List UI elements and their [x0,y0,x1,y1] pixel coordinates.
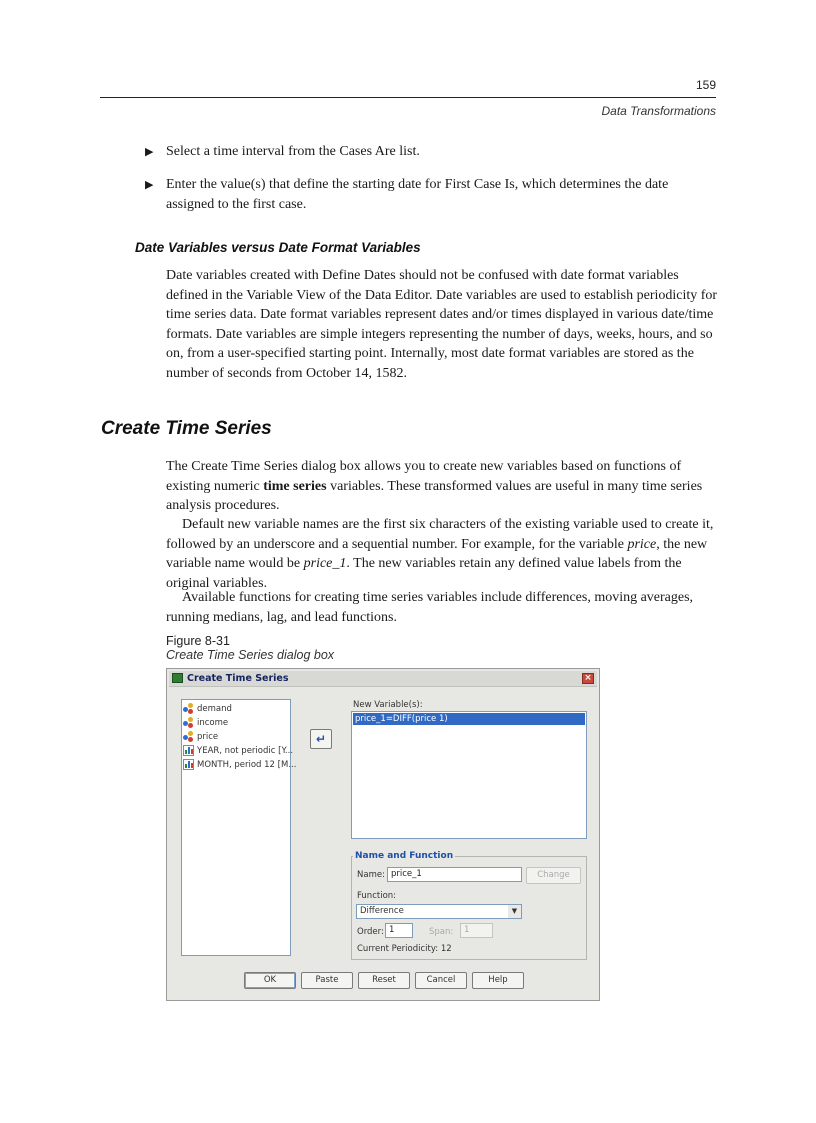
bullet-item [145,175,717,215]
function-label: Function: [357,891,397,901]
bullet-text: Enter the value(s) that define the starting date for First Case Is, which determines the date assigned to the first case. [166,177,669,212]
move-variable-button[interactable]: ↵ [310,729,332,749]
section-heading: Create Time Series [101,418,272,439]
figure-label: Figure 8-31 [166,634,230,648]
emphasis-time-series: time series [263,478,327,494]
function-selected-value: Difference [360,906,404,916]
name-label: Name: [357,870,385,880]
group-title: Name and Function [355,851,454,861]
date-variable-icon [183,759,194,770]
italic-price-1: price_1 [303,556,347,571]
variable-item-price[interactable]: price [183,731,218,744]
ok-button[interactable]: OK [244,972,296,989]
span-input[interactable]: 1 [460,923,493,938]
bullet-text: Select a time interval from the Cases Are list. [166,144,420,159]
name-input[interactable]: price_1 [387,867,522,882]
cancel-button[interactable]: Cancel [415,972,467,989]
scale-variable-icon [183,717,194,728]
paragraph-date-variables: Date variables created with Define Dates should not be confused with date format variables defined in the Variable View of the Data Editor. Date variables are used to establish periodicity for time series data. Date format variables represent dates and/or times displayed in various date/time formats. Date variables are simple integers representing the number of days, weeks, hours, and so on, from a user-specified starting point. Internally, most date format variables are stored as the number of seconds from October 14, 1582. [166,268,718,381]
change-button[interactable]: Change [526,867,581,884]
variable-item-demand[interactable]: demand [183,703,232,716]
chevron-down-icon[interactable]: ▼ [508,905,521,918]
reset-button[interactable]: Reset [358,972,410,989]
date-variable-icon [183,745,194,756]
paragraph-create-ts-intro: The Create Time Series dialog box allows you to create new variables based on functions of existing numeric time series variables. These transformed values are useful in many time series analysis procedures. [166,459,703,513]
help-button[interactable]: Help [472,972,524,989]
italic-price: price [627,536,657,552]
new-variables-list[interactable] [351,711,587,839]
header-rule [100,97,716,98]
new-variable-item[interactable]: price_1=DIFF(price 1) [353,713,585,725]
variable-item-month[interactable]: MONTH, period 12 [M... [183,759,296,772]
scale-variable-icon [183,731,194,742]
paste-button[interactable]: Paste [301,972,353,989]
spss-app-icon [172,673,183,683]
close-button[interactable]: × [582,673,594,684]
running-head: Data Transformations [601,104,716,118]
variable-item-year[interactable]: YEAR, not periodic [Y... [183,745,293,758]
scale-variable-icon [183,703,194,714]
create-time-series-dialog [166,668,600,1001]
function-select[interactable] [356,904,522,919]
span-label: Span: [429,927,454,937]
bullet-item [145,142,717,162]
current-periodicity: Current Periodicity: 12 [357,944,452,954]
dialog-title: Create Time Series [187,673,289,684]
bullet-arrow-icon: ▶ [145,179,154,191]
order-label: Order: [357,927,384,937]
dialog-titlebar [169,671,597,687]
page-number: 159 [695,78,716,92]
variable-item-income[interactable]: income [183,717,228,730]
subsection-heading: Date Variables versus Date Format Variables [135,240,421,255]
order-input[interactable]: 1 [385,923,413,938]
bullet-arrow-icon: ▶ [145,146,154,158]
new-variables-label: New Variable(s): [353,700,423,710]
paragraph-available-functions: Available functions for creating time series variables include differences, moving averages, running medians, lag, and lead functions. [166,590,694,625]
paragraph-default-names: Default new variable names are the first six characters of the existing variable used to create it, followed by an underscore and a sequential number. For example, for the variable price, the new variable name would be price_1. The new variables retain any defined value labels from the original variables. [166,517,714,591]
source-variable-list[interactable] [181,699,297,956]
figure-caption: Create Time Series dialog box [166,648,335,662]
